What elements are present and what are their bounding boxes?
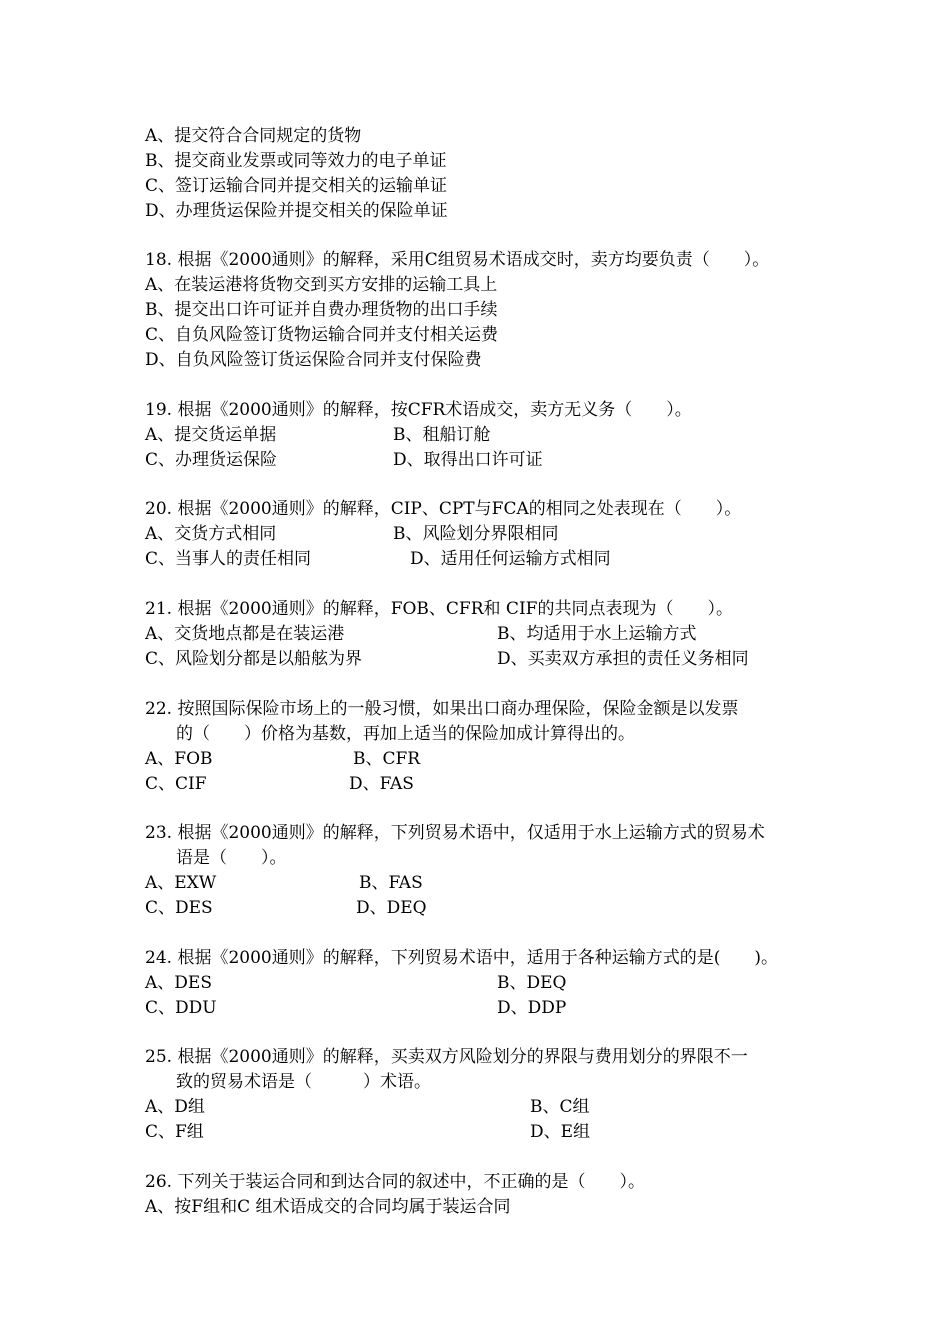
q23-option-b: B、FAS (359, 873, 423, 893)
q23-stem-line2: 语是（ ）。 (176, 848, 287, 868)
q19-stem: 19. 根据《2000通则》的解释，按CFR术语成交，卖方无义务（ ）。 (145, 400, 692, 420)
q24-option-d: D、DDP (497, 998, 567, 1018)
q18-option-d: D、自负风险签订货运保险合同并支付保险费 (145, 350, 482, 370)
q21-option-a: A、交货地点都是在装运港 (145, 624, 345, 644)
q24-stem: 24. 根据《2000通则》的解释，下列贸易术语中，适用于各种运输方式的是( )。 (145, 948, 778, 968)
q17-option-d: D、办理货运保险并提交相关的保险单证 (145, 201, 448, 221)
q20-option-d: D、适用任何运输方式相同 (410, 549, 611, 569)
q22-stem-line2: 的（ ）价格为基数，再加上适当的保险加成计算得出的。 (176, 724, 635, 744)
q25-option-d: D、E组 (530, 1122, 591, 1142)
q23-option-a: A、EXW (145, 873, 217, 893)
q20-option-c: C、当事人的责任相同 (145, 549, 312, 569)
q24-option-a: A、DES (145, 973, 212, 993)
q22-option-d: D、FAS (349, 774, 414, 794)
q24-option-b: B、DEQ (497, 973, 567, 993)
q25-stem-line2: 致的贸易术语是（ ）术语。 (176, 1072, 431, 1092)
q23-option-c: C、DES (145, 898, 213, 918)
q21-option-d: D、买卖双方承担的责任义务相同 (497, 649, 749, 669)
q21-option-b: B、均适用于水上运输方式 (497, 624, 697, 644)
q22-option-a: A、FOB (145, 749, 213, 769)
q23-stem-line1: 23. 根据《2000通则》的解释，下列贸易术语中，仅适用于水上运输方式的贸易术 (145, 823, 765, 843)
q19-option-d: D、取得出口许可证 (393, 450, 543, 470)
q17-option-c: C、签订运输合同并提交相关的运输单证 (145, 176, 448, 196)
q22-option-c: C、CIF (145, 774, 207, 794)
q25-stem-line1: 25. 根据《2000通则》的解释，买卖双方风险划分的界限与费用划分的界限不一 (145, 1047, 748, 1067)
q18-stem: 18. 根据《2000通则》的解释，采用C组贸易术语成交时，卖方均要负责（ ）。 (145, 250, 770, 270)
q18-option-b: B、提交出口许可证并自费办理货物的出口手续 (145, 300, 498, 320)
q26-stem: 26. 下列关于装运合同和到达合同的叙述中，不正确的是（ ）。 (145, 1172, 645, 1192)
q20-option-a: A、交货方式相同 (145, 524, 277, 544)
q22-stem-line1: 22. 按照国际保险市场上的一般习惯，如果出口商办理保险，保险金额是以发票 (145, 699, 739, 719)
q17-option-a: A、提交符合合同规定的货物 (145, 126, 362, 146)
q18-option-c: C、自负风险签订货物运输合同并支付相关运费 (145, 325, 499, 345)
q25-option-b: B、C组 (530, 1097, 590, 1117)
q24-option-c: C、DDU (145, 998, 217, 1018)
q19-option-c: C、办理货运保险 (145, 450, 278, 470)
q21-stem: 21. 根据《2000通则》的解释，FOB、CFR和 CIF的共同点表现为（ ）。 (145, 599, 733, 619)
q23-option-d: D、DEQ (356, 898, 427, 918)
q22-option-b: B、CFR (353, 749, 421, 769)
q21-option-c: C、风险划分都是以船舷为界 (145, 649, 363, 669)
q18-option-a: A、在装运港将货物交到买方安排的运输工具上 (145, 275, 498, 295)
q25-option-a: A、D组 (145, 1097, 205, 1117)
q20-stem: 20. 根据《2000通则》的解释，CIP、CPT与FCA的相同之处表现在（ ）。 (145, 499, 742, 519)
q19-option-b: B、租船订舱 (393, 425, 491, 445)
q20-option-b: B、风险划分界限相同 (393, 524, 559, 544)
q19-option-a: A、提交货运单据 (145, 425, 277, 445)
q26-option-a: A、按F组和C 组术语成交的合同均属于装运合同 (145, 1197, 511, 1217)
q25-option-c: C、F组 (145, 1122, 204, 1142)
q17-option-b: B、提交商业发票或同等效力的电子单证 (145, 151, 447, 171)
